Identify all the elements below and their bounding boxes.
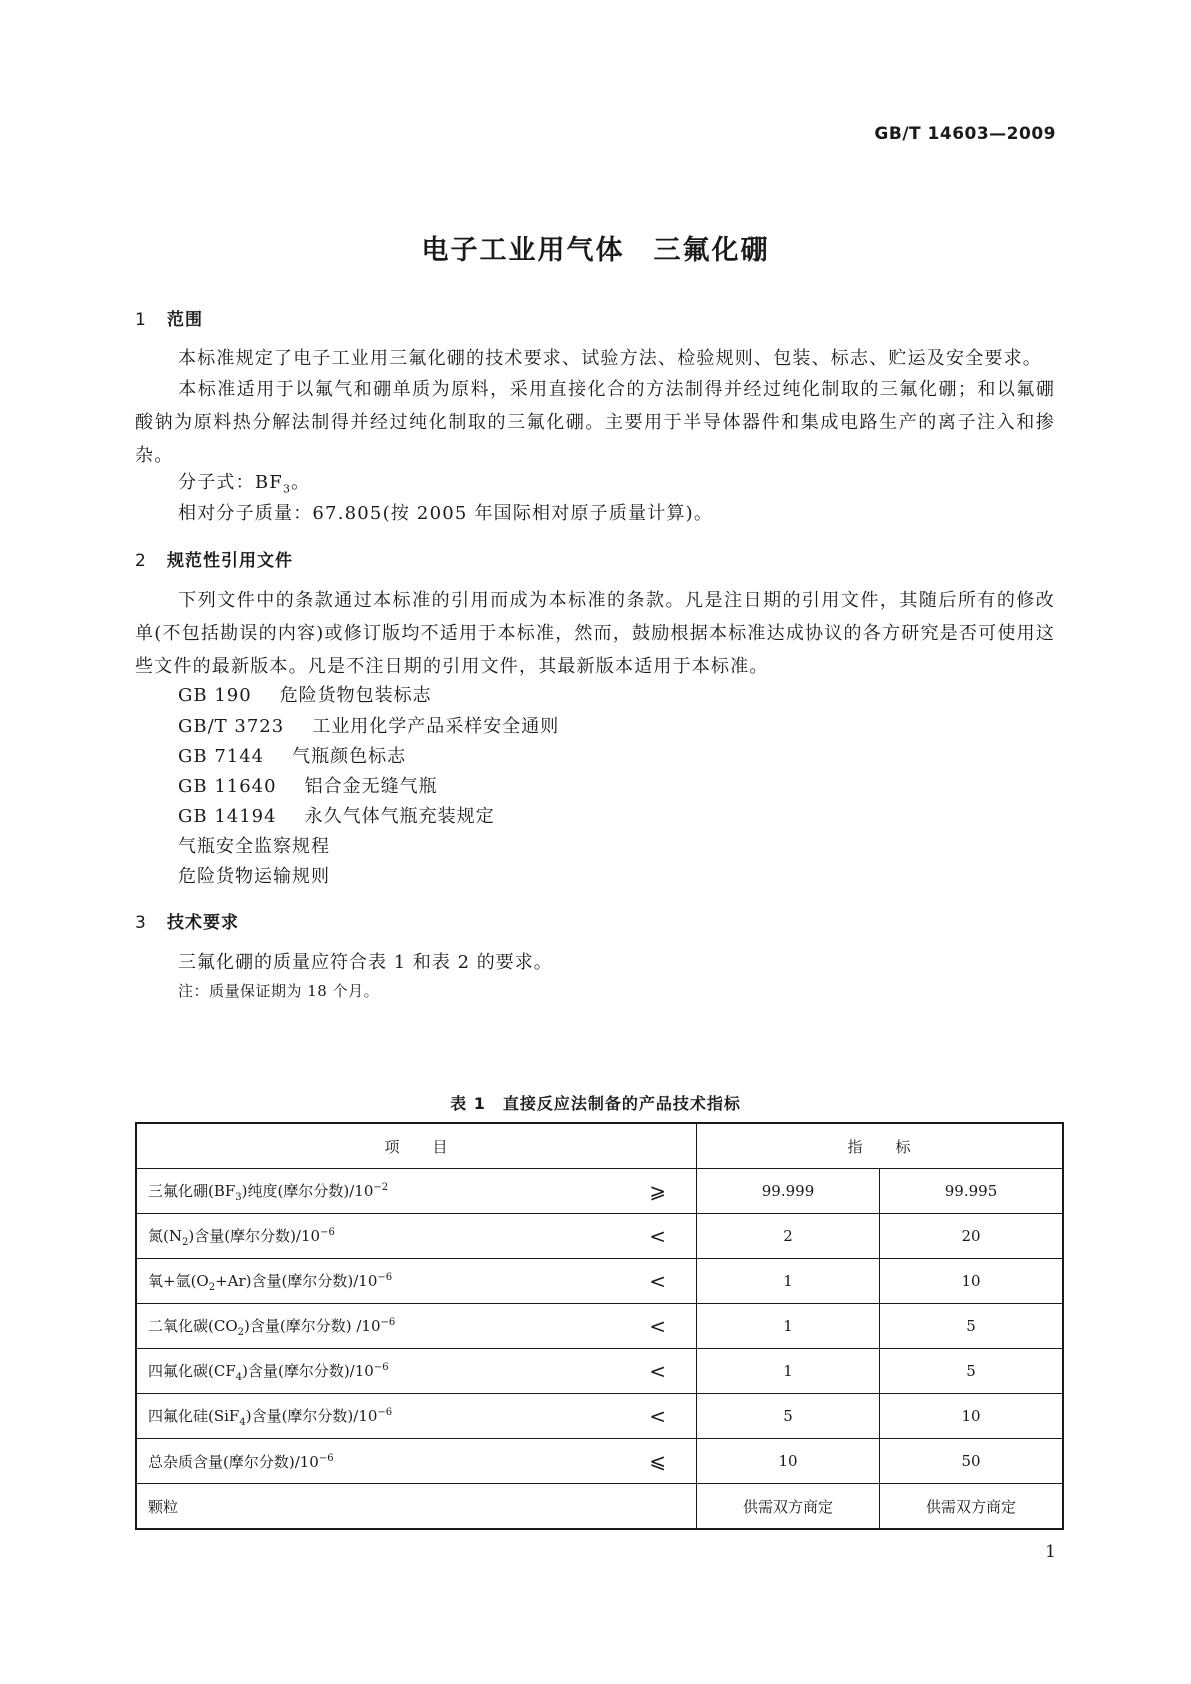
table-row [136,1439,1063,1484]
section-2-heading [135,546,293,571]
ref-item: GB/T 3723 工业用化学产品采样安全通则 [178,716,560,737]
table-row [136,1349,1063,1394]
comparison-operator: < [649,1359,667,1383]
refs-intro-text: 下列文件中的条款通过本标准的引用而成为本标准的条款。凡是注日期的引用文件，其随后所有的修改单(不包括勘误的内容)或修订版均不适用于本标准，然而，鼓励根据本标准达成协议的各方研究是否可使用这些文件的最新版本。凡是不注日期的引用文件，其最新版本适用于本标准。 [135,590,1055,677]
grade-1-value: 99.999 [697,1169,880,1214]
tech-note: 注：质量保证期为 18 个月。 [178,982,380,1000]
row-item: 氧+氩$(O_2+Ar)$含量(摩尔分数)$/10^{-6}$ < [136,1259,697,1304]
grade-1-value: 1 [697,1259,880,1304]
comparison-operator: < [649,1314,667,1338]
grade-1-value: 2 [697,1214,880,1259]
ref-item: 气瓶安全监察规程 [178,836,330,857]
formula-base: BF [254,472,283,493]
section-3-heading [135,908,239,933]
grade-1-value: 5 [697,1394,880,1439]
grade-1-value: 1 [697,1349,880,1394]
standard-code: GB/T 14603—2009 [874,124,1056,144]
ref-item: 危险货物运输规则 [178,866,330,887]
molecular-mass [135,497,1055,530]
grade-2-value: 50 [880,1439,1064,1484]
ref-item: GB 11640 铝合金无缝气瓶 [178,776,438,797]
grade-2-value: 5 [880,1349,1064,1394]
comparison-operator: ⩽ [649,1449,667,1473]
grade-2-value: 20 [880,1214,1064,1259]
table-header-row [136,1123,1063,1169]
row-item: 四氟化硅(SiF$_4$)含量(摩尔分数)$/10^{-6}$ < [136,1394,697,1439]
formula-label: 分子式： [178,472,255,493]
table-row [136,1259,1063,1304]
grade-1-value: 1 [697,1304,880,1349]
comparison-operator: ⩾ [649,1179,667,1203]
mass-text: 相对分子质量：67.805(按 2005 年国际相对原子质量计算)。 [178,503,714,524]
grade-2-value: 供需双方商定 [880,1484,1064,1530]
row-item: 氮$(N_2)$含量(摩尔分数)$/10^{-6}$ < [136,1214,697,1259]
section-1-heading [135,305,203,330]
spec-table [135,1122,1064,1530]
table-row [136,1214,1063,1259]
scope-paragraph-1 [135,342,1055,375]
formula-end: 。 [291,472,311,493]
section-title: 技术要求 [167,913,239,933]
section-number: 1 [135,310,147,330]
table-row [136,1484,1063,1530]
scope-text-1: 本标准规定了电子工业用三氟化硼的技术要求、试验方法、检验规则、包装、标志、贮运及安全要求。 [178,348,1042,369]
section-title: 范围 [167,310,203,330]
grade-1-value: 供需双方商定 [697,1484,880,1530]
page-number: 1 [1045,1542,1056,1562]
grade-2-value: 10 [880,1259,1064,1304]
comparison-operator: < [649,1269,667,1293]
table-row [136,1304,1063,1349]
table-row [136,1394,1063,1439]
row-item: 颗粒 [136,1484,697,1530]
table-caption: 表 1 直接反应法制备的产品技术指标 [450,1094,741,1113]
section-number: 2 [135,551,147,571]
row-item: 四氟化碳$(CF_4)$含量(摩尔分数)$/10^{-6}$ < [136,1349,697,1394]
section-title: 规范性引用文件 [167,551,293,571]
ref-item: GB 14194 永久气体气瓶充装规定 [178,806,495,827]
comparison-operator: < [649,1224,667,1248]
grade-2-value: 5 [880,1304,1064,1349]
header-index: 指 标 [697,1123,1063,1169]
row-item: 二氧化碳$(CO_2)$含量(摩尔分数) $/10^{-6}$ < [136,1304,697,1349]
header-item: 项 目 [136,1123,697,1169]
scope-paragraph-2 [135,373,1055,472]
table-row [136,1169,1063,1214]
formula-subscript: 3 [282,482,292,496]
row-item: 三氟化硼$(BF_3)$纯度(摩尔分数)$/10^{-2}$ ⩾ [136,1169,697,1214]
document-title: 电子工业用气体 三氟化硼 [421,235,770,266]
ref-item: GB 190 危险货物包装标志 [178,685,432,706]
grade-2-value: 10 [880,1394,1064,1439]
ref-item: GB 7144 气瓶颜色标志 [178,746,407,767]
refs-intro [135,584,1055,683]
row-item: 总杂质含量(摩尔分数)$/10^{-6}$ ⩽ [136,1439,697,1484]
comparison-operator: < [649,1404,667,1428]
section-number: 3 [135,913,147,933]
grade-2-value: 99.995 [880,1169,1064,1214]
scope-text-2: 本标准适用于以氟气和硼单质为原料，采用直接化合的方法制得并经过纯化制取的三氟化硼；和以氟硼酸钠为原料热分解法制得并经过纯化制取的三氟化硼。主要用于半导体器件和集成电路生产的离子注入和掺杂。 [135,379,1055,466]
tech-paragraph: 三氟化硼的质量应符合表 1 和表 2 的要求。 [178,952,553,973]
grade-1-value: 10 [697,1439,880,1484]
